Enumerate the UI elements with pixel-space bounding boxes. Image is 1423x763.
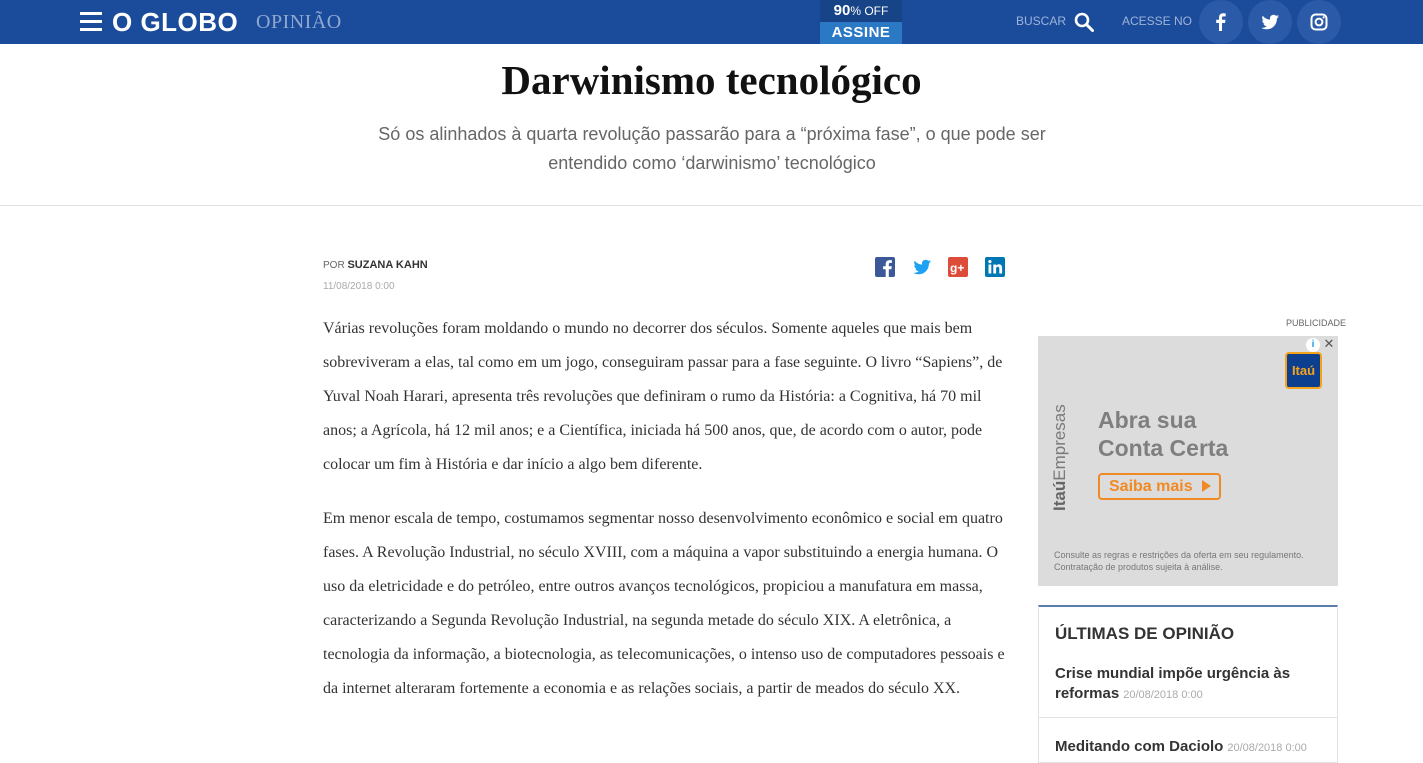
latest-opinion-item[interactable] [1055,737,1325,757]
login-label[interactable]: ACESSE NO [1122,14,1193,28]
advertisement-banner[interactable] [1038,336,1338,586]
ad-cta-button[interactable] [1098,473,1221,500]
site-logo[interactable]: O GLOBO [112,7,239,37]
hamburger-menu-icon[interactable] [80,12,102,32]
byline [323,259,428,271]
googleplus-share-icon[interactable] [948,257,968,277]
byline-prefix: POR [323,260,345,271]
article-body [323,312,1013,726]
svg-text:g+: g+ [950,261,965,275]
article-paragraph: Várias revoluções foram moldando o mundo no decorrer dos séculos. Somente aqueles que mais bem sobreviveram a elas, tal como em um jogo, conseguiram passar para a fase seguinte. O livro “Sapiens”, de Yuval Noah Harari, apresenta três revoluções que definiram o rumo da História: a Cognitiva, há 70 mil anos; a Agrícola, há 12 mil anos; e a Científica, iniciada há 500 anos, que, de acordo com o autor, pode colocar um fim à História e dar início a algo bem diferente. [323,320,1003,473]
latest-opinion-divider [1039,717,1338,718]
article-title: Darwinismo tecnológico [501,57,922,103]
linkedin-share-icon[interactable] [985,257,1005,277]
latest-opinion-panel [1038,605,1338,763]
latest-opinion-date: 20/08/2018 0:00 [1123,689,1203,701]
article-subtitle: Só os alinhados à quarta revolução passarão para a “próxima fase”, o que pode ser entendido como ‘darwinismo’ tecnológico [378,124,1046,173]
section-title[interactable]: OPINIÃO [256,11,342,33]
latest-opinion-headline[interactable]: Crise mundial impõe urgência às reformas [1055,665,1291,702]
ad-close-icon[interactable]: ✕ [1323,336,1335,351]
ad-headline-line1: Abra sua [1098,407,1197,433]
search-icon[interactable] [1074,12,1094,32]
ad-brand-rest: Empresas [1050,404,1069,481]
ad-brand-bold: Itaú [1050,480,1069,511]
facebook-share-icon[interactable] [875,257,895,277]
instagram-icon[interactable] [1297,0,1341,44]
publish-date: 11/08/2018 0:00 [323,281,395,292]
latest-opinion-date: 20/08/2018 0:00 [1227,742,1307,754]
latest-opinion-item[interactable] [1055,664,1325,704]
search-label[interactable]: BUSCAR [1016,14,1067,28]
latest-opinion-title: ÚLTIMAS DE OPINIÃO [1055,624,1235,643]
ad-brand-vertical [1050,391,1070,511]
twitter-share-icon[interactable] [912,257,932,277]
latest-opinion-headline[interactable]: Meditando com Daciolo [1055,738,1224,755]
itau-logo: Itaú [1285,352,1322,389]
ad-headline [1098,406,1298,462]
promo-discount-value: 90 [833,2,851,19]
play-arrow-icon [1201,480,1211,492]
twitter-icon[interactable] [1248,0,1292,44]
ad-headline-line2: Conta Certa [1098,435,1229,461]
author-name[interactable]: SUZANA KAHN [347,259,428,271]
ad-info-icon[interactable]: i [1306,338,1320,352]
facebook-icon[interactable] [1199,0,1243,44]
subscribe-promo-button[interactable] [820,0,902,44]
top-navigation-bar [0,0,1423,44]
ad-cta-label: Saiba mais [1109,478,1193,495]
ad-fine-print: Consulte as regras e restrições da oferta em seu regulamento. Contratação de produtos sujeita à análise. [1054,550,1304,572]
advertising-label: PUBLICIDADE [1286,318,1347,328]
article-paragraph: Em menor escala de tempo, costumamos segmentar nosso desenvolvimento econômico e social em quatro fases. A Revolução Industrial, no século XVIII, com a máquina a vapor substituindo a energia humana. O uso da eletricidade e do petróleo, entre outros avanços tecnológicos, propiciou a manufatura em massa, caracterizando a Segunda Revolução Industrial, na segunda metade do século XIX. A eletrônica, a tecnologia da informação, a biotecnologia, as telecomunicações, o intenso uso de computadores pessoais e da internet alteraram fortemente a economia e as relações sociais, a partir de meados do século XX. [323,510,1005,697]
promo-cta-label: ASSINE [820,22,902,44]
promo-discount [820,0,902,22]
header-divider [0,205,1423,206]
promo-off-label: % OFF [850,4,889,18]
